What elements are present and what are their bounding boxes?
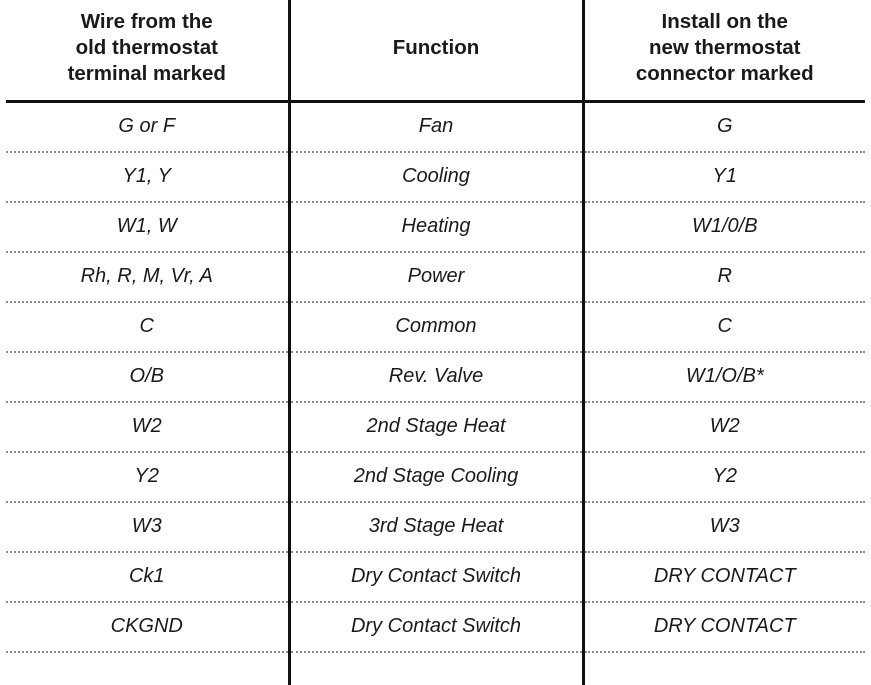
cell-old-terminal: C bbox=[6, 302, 289, 352]
cell-old-terminal: W3 bbox=[6, 502, 289, 552]
cell-old-terminal: Rh, R, M, Vr, A bbox=[6, 252, 289, 302]
header-line: terminal marked bbox=[67, 62, 226, 86]
cell-function: Fan bbox=[289, 101, 583, 152]
header-row bbox=[6, 0, 865, 101]
cell-spacer bbox=[6, 652, 289, 685]
cell-old-terminal: W2 bbox=[6, 402, 289, 452]
cell-new-connector: DRY CONTACT bbox=[583, 602, 865, 652]
cell-old-terminal: Y2 bbox=[6, 452, 289, 502]
cell-function: Heating bbox=[289, 202, 583, 252]
cell-old-terminal: G or F bbox=[6, 101, 289, 152]
cell-spacer bbox=[289, 652, 583, 685]
table-row bbox=[6, 152, 865, 202]
cell-new-connector: Y1 bbox=[583, 152, 865, 202]
cell-new-connector: R bbox=[583, 252, 865, 302]
table-row bbox=[6, 552, 865, 602]
cell-function: Common bbox=[289, 302, 583, 352]
cell-function: Dry Contact Switch bbox=[289, 602, 583, 652]
cell-spacer bbox=[583, 652, 865, 685]
table-header bbox=[6, 0, 865, 101]
cell-function: Dry Contact Switch bbox=[289, 552, 583, 602]
cell-function: Cooling bbox=[289, 152, 583, 202]
cell-old-terminal: CKGND bbox=[6, 602, 289, 652]
table-row bbox=[6, 402, 865, 452]
header-cell-new-connector bbox=[583, 0, 865, 101]
table-row bbox=[6, 452, 865, 502]
header-line: old thermostat bbox=[75, 36, 218, 60]
cell-old-terminal: Ck1 bbox=[6, 552, 289, 602]
table-body bbox=[6, 101, 865, 685]
table-row bbox=[6, 252, 865, 302]
header-line: Wire from the bbox=[80, 10, 213, 33]
table-row bbox=[6, 352, 865, 402]
cell-old-terminal: Y1, Y bbox=[6, 152, 289, 202]
cell-new-connector: C bbox=[583, 302, 865, 352]
header-line: new thermostat bbox=[649, 36, 801, 60]
cell-old-terminal: O/B bbox=[6, 352, 289, 402]
header-cell-function bbox=[289, 0, 583, 101]
header-line: connector marked bbox=[635, 62, 814, 86]
cell-function: 2nd Stage Heat bbox=[289, 402, 583, 452]
header-line: Function bbox=[392, 36, 480, 60]
cell-new-connector: W2 bbox=[583, 402, 865, 452]
cell-new-connector: W1/0/B bbox=[583, 202, 865, 252]
cell-function: Rev. Valve bbox=[289, 352, 583, 402]
table-row bbox=[6, 602, 865, 652]
cell-function: 2nd Stage Cooling bbox=[289, 452, 583, 502]
cell-new-connector: G bbox=[583, 101, 865, 152]
cell-function: 3rd Stage Heat bbox=[289, 502, 583, 552]
thermostat-wiring-table bbox=[6, 0, 865, 685]
header-line: Install on the bbox=[661, 10, 788, 33]
table-row bbox=[6, 302, 865, 352]
table-row bbox=[6, 101, 865, 152]
cell-new-connector: DRY CONTACT bbox=[583, 552, 865, 602]
cell-new-connector: W1/O/B* bbox=[583, 352, 865, 402]
header-cell-old-terminal bbox=[6, 0, 289, 101]
cell-new-connector: W3 bbox=[583, 502, 865, 552]
table-row bbox=[6, 202, 865, 252]
cell-old-terminal: W1, W bbox=[6, 202, 289, 252]
table-row bbox=[6, 502, 865, 552]
cell-function: Power bbox=[289, 252, 583, 302]
table-row-spacer bbox=[6, 652, 865, 685]
cell-new-connector: Y2 bbox=[583, 452, 865, 502]
